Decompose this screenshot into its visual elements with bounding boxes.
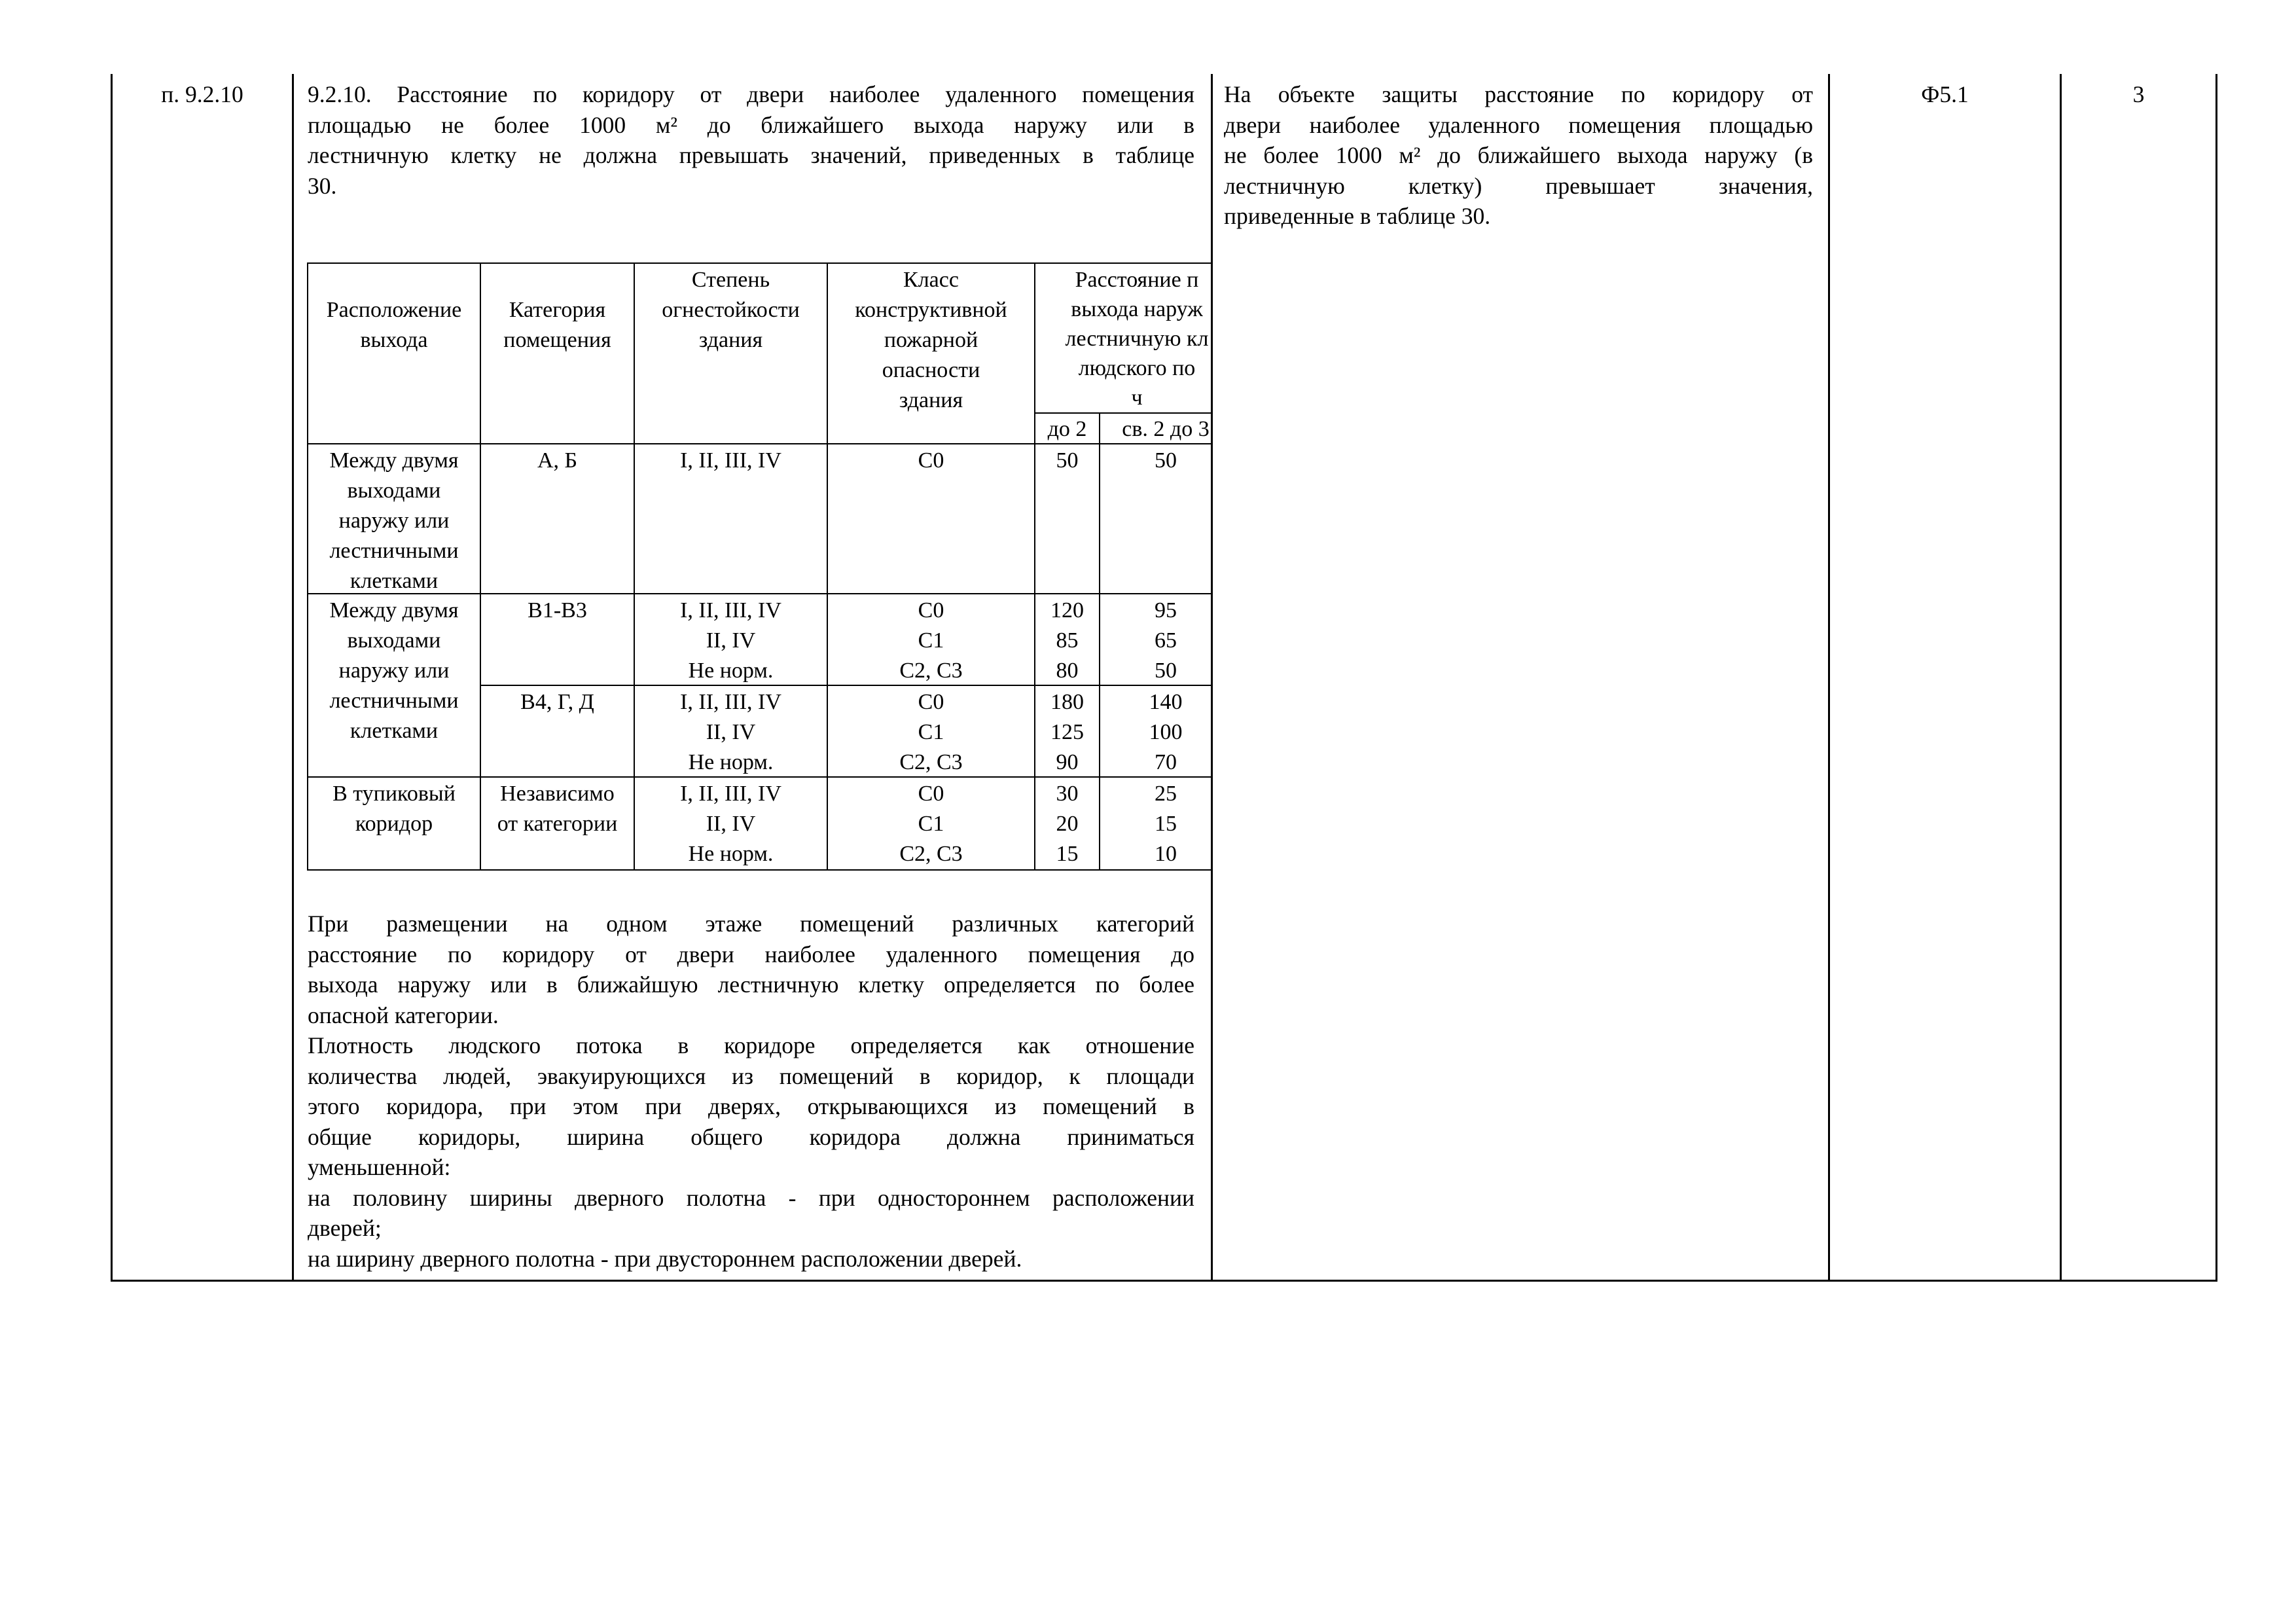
cell-location: Между двумя выходами наружу или лестничными клетками <box>329 598 459 743</box>
cell-distance-2-to-3: 140 100 70 <box>1149 690 1183 774</box>
cell-distance-up-to-2: 120 85 80 <box>1050 598 1084 683</box>
note-line: выхода наружу или в ближайшую лестничную клетку определяется по более <box>308 971 1194 998</box>
count-value: 3 <box>2132 81 2145 107</box>
violation-text <box>1224 79 1813 232</box>
violation-line: На объекте защиты расстояние по коридору от <box>1224 81 1813 107</box>
cell-distance-up-to-2: 50 <box>1056 448 1079 473</box>
requirement-line: 30. <box>308 172 337 199</box>
cell-fire-resistance: I, II, III, IV II, IV Не норм. <box>680 598 781 683</box>
clause-reference: п. 9.2.10 <box>161 81 243 107</box>
note-line: опасной категории. <box>308 1001 499 1028</box>
violation-line: двери наиболее удаленного помещения площадью <box>1224 111 1813 138</box>
header-structural-class: Класс конструктивной пожарной опасности здания <box>855 268 1007 412</box>
header-category: Категория помещения <box>503 298 611 352</box>
table-30 <box>0 0 1212 890</box>
class-code: Ф5.1 <box>1921 81 1969 107</box>
cell-category: В1-В3 <box>528 598 587 623</box>
note-line: этого коридора, при этом при дверях, открывающихся из помещений в <box>308 1093 1194 1119</box>
subheader-up-to-2: до 2 <box>1047 417 1087 441</box>
cell-category: Независимо от категории <box>497 782 618 836</box>
requirement-line: 9.2.10. Расстояние по коридору от двери наиболее удаленного помещения <box>308 81 1194 107</box>
note-line: общие коридоры, ширина общего коридора должна приниматься <box>308 1123 1194 1150</box>
cell-distance-2-to-3: 50 <box>1155 448 1177 473</box>
header-location: Расположение выхода <box>326 298 462 352</box>
note-line: расстояние по коридору от двери наиболее удаленного помещения до <box>308 941 1194 967</box>
note-line: уменьшенной: <box>308 1154 451 1180</box>
cell-structural-class: С0 С1 С2, С3 <box>899 598 963 683</box>
cell-category: А, Б <box>537 448 578 473</box>
cell-structural-class: С0 С1 С2, С3 <box>899 782 963 866</box>
note-line: дверей; <box>308 1215 382 1241</box>
column-divider-3 <box>1828 74 1830 1282</box>
outer-border-bottom <box>111 1280 2217 1282</box>
cell-structural-class: С0 <box>918 448 944 473</box>
table30-subheader-line <box>1035 412 1212 414</box>
table30-top <box>307 262 1212 264</box>
column-divider-4 <box>2060 74 2062 1282</box>
note-line: количества людей, эвакуирующихся из помещений в коридор, к площади <box>308 1062 1194 1089</box>
outer-border-right <box>2215 74 2217 1282</box>
cell-fire-resistance: I, II, III, IV II, IV Не норм. <box>680 782 781 866</box>
cell-structural-class: С0 С1 С2, С3 <box>899 690 963 774</box>
requirement-line: площадью не более 1000 м² до ближайшего выхода наружу или в <box>308 111 1194 138</box>
cell-category: В4, Г, Д <box>520 690 594 714</box>
cell-location: Между двумя выходами наружу или лестничными клетками <box>329 448 459 593</box>
note-line: При размещении на одном этаже помещений различных категорий <box>308 911 1194 937</box>
violation-line: не более 1000 м² до ближайшего выхода наружу (в <box>1224 142 1813 168</box>
cell-distance-up-to-2: 180 125 90 <box>1050 690 1084 774</box>
violation-line: приведенные в таблице 30. <box>1224 203 1491 229</box>
cell-fire-resistance: I, II, III, IV II, IV Не норм. <box>680 690 781 774</box>
requirement-line: лестничную клетку не должна превышать значений, приведенных в таблице <box>308 142 1194 168</box>
cell-distance-2-to-3: 95 65 50 <box>1155 598 1177 683</box>
note-line: на половину ширины дверного полотна - при одностороннем расположении <box>308 1184 1194 1211</box>
cell-distance-2-to-3: 25 15 10 <box>1155 782 1177 866</box>
violation-line: лестничную клетку) превышает значения, <box>1224 172 1813 199</box>
cell-location: В тупиковый коридор <box>332 782 456 836</box>
notes-text <box>308 909 1194 1274</box>
note-line: Плотность людского потока в коридоре определяется как отношение <box>308 1032 1194 1058</box>
header-fire-resistance: Степень огнестойкости здания <box>662 268 800 352</box>
header-distance: Расстояние п выхода наруж лестничную кл людского по ч <box>1065 268 1209 410</box>
cell-fire-resistance: I, II, III, IV <box>680 448 781 473</box>
note-line: на ширину дверного полотна - при двустороннем расположении дверей. <box>308 1245 1022 1272</box>
table30-bottom <box>307 869 1212 871</box>
subheader-2-to-3: св. 2 до 3 <box>1122 417 1210 441</box>
cell-distance-up-to-2: 30 20 15 <box>1056 782 1079 866</box>
